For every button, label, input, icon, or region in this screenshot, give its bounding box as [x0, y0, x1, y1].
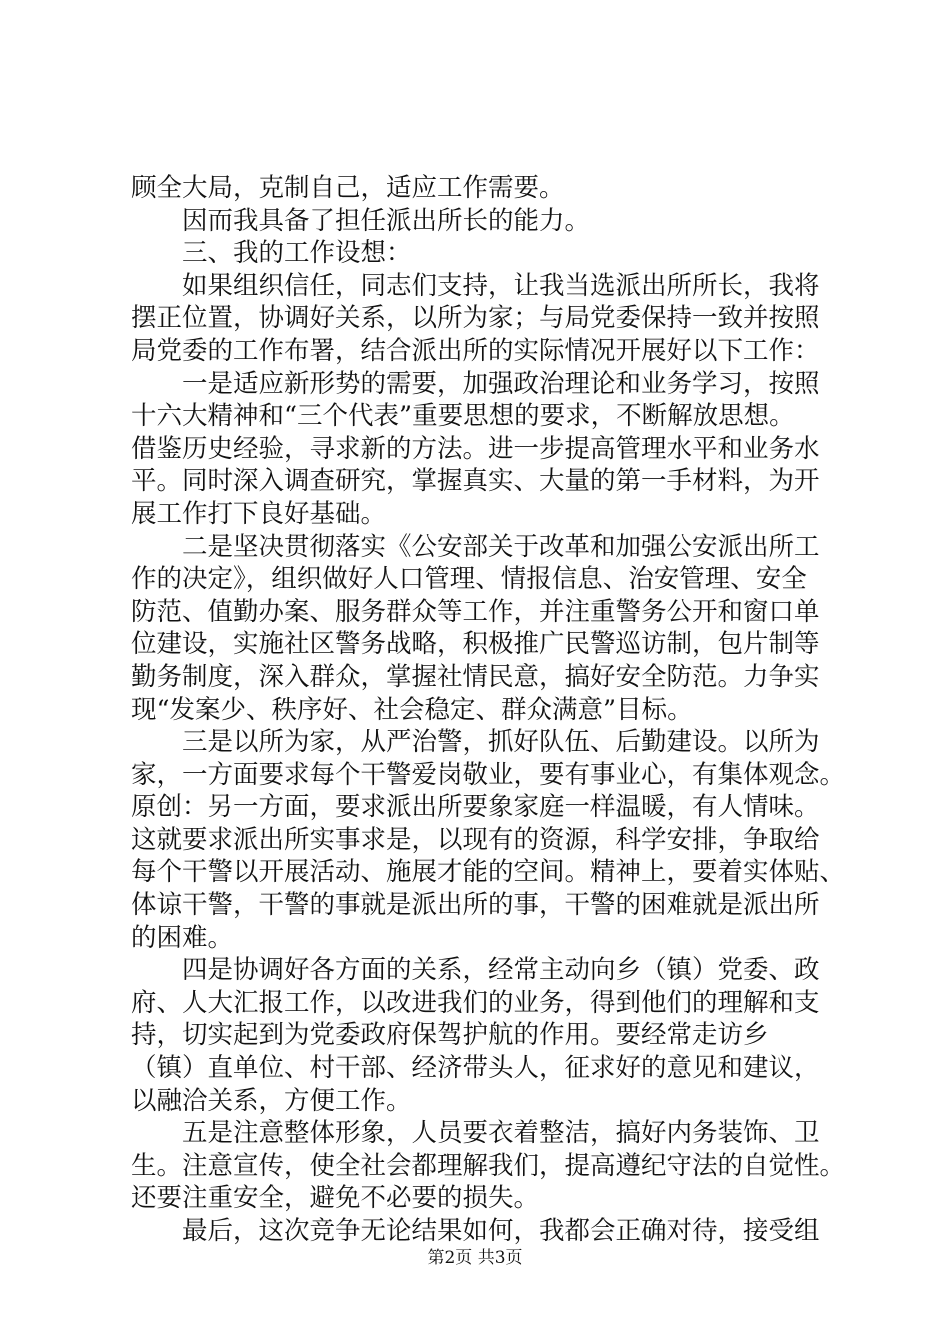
text-line: 持，切实起到为党委政府保驾护航的作用。要经常走访乡	[131, 1020, 769, 1051]
text-line: 顾全大局，克制自己，适应工作需要。	[131, 173, 565, 203]
text-line: 摆正位置，协调好关系，以所为家；与局党委保持一致并按照	[131, 303, 820, 334]
text-line: 平。同时深入调查研究，掌握真实、大量的第一手材料，为开	[131, 466, 820, 497]
text-line: 借鉴历史经验，寻求新的方法。进一步提高管理水平和业务水	[131, 433, 820, 464]
text-line: 生。注意宣传，使全社会都理解我们，提高遵纪守法的自觉性。	[131, 1150, 846, 1181]
text-line: 三是以所为家，从严治警，抓好队伍、后勤建设。以所为	[182, 727, 820, 758]
text-line: 每个干警以开展活动、施展才能的空间。精神上，要着实体贴、	[131, 857, 846, 888]
text-line: 还要注重安全，避免不必要的损失。	[131, 1183, 540, 1214]
text-line: （镇）直单位、村干部、经济带头人，征求好的意见和建议，	[131, 1053, 820, 1084]
text-line: 二是坚决贯彻落实《公安部关于改革和加强公安派出所工	[182, 531, 820, 562]
text-line: 勤务制度，深入群众，掌握社情民意，搞好安全防范。力争实	[131, 661, 820, 692]
text-line: 一是适应新形势的需要，加强政治理论和业务学习，按照	[182, 368, 820, 399]
document-body	[131, 172, 846, 1248]
text-line: 作的决定》，组织做好人口管理、情报信息、治安管理、安全	[131, 564, 807, 595]
text-line: 家，一方面要求每个干警爱岗敬业，要有事业心，有集体观念。	[131, 759, 846, 790]
text-line: 五是注意整体形象，人员要衣着整洁，搞好内务装饰、卫	[182, 1118, 820, 1149]
text-line: 位建设，实施社区警务战略，积极推广民警巡访制，包片制等	[131, 629, 820, 660]
text-line: 如果组织信任，同志们支持，让我当选派出所所长，我将	[182, 270, 820, 301]
text-line: 现“发案少、秩序好、社会稳定、群众满意”目标。	[131, 694, 693, 725]
text-line: 府、人大汇报工作，以改进我们的业务，得到他们的理解和支	[131, 987, 820, 1018]
text-line: 最后，这次竞争无论结果如何，我都会正确对待，接受组	[182, 1216, 820, 1246]
text-line: 三、我的工作设想：	[182, 238, 412, 269]
text-line: 的困难。	[131, 922, 234, 953]
text-line: 这就要求派出所实事求是，以现有的资源，科学安排，争取给	[131, 824, 820, 855]
text-line: 体谅干警，干警的事就是派出所的事，干警的困难就是派出所	[131, 890, 820, 921]
text-line: 原创：另一方面，要求派出所要象家庭一样温暖，有人情味。	[131, 792, 820, 823]
page-footer: 第2页 共3页	[427, 1248, 523, 1268]
text-line: 展工作打下良好基础。	[131, 498, 387, 529]
text-line: 局党委的工作布署，结合派出所的实际情况开展好以下工作：	[131, 335, 820, 366]
text-line: 十六大精神和“三个代表”重要思想的要求，不断解放思想。	[131, 401, 795, 432]
text-line: 防范、值勤办案、服务群众等工作，并注重警务公开和窗口单	[131, 596, 820, 627]
text-line: 以融洽关系，方便工作。	[131, 1085, 412, 1116]
text-line: 四是协调好各方面的关系，经常主动向乡（镇）党委、政	[182, 955, 820, 986]
text-line: 因而我具备了担任派出所长的能力。	[182, 205, 591, 236]
